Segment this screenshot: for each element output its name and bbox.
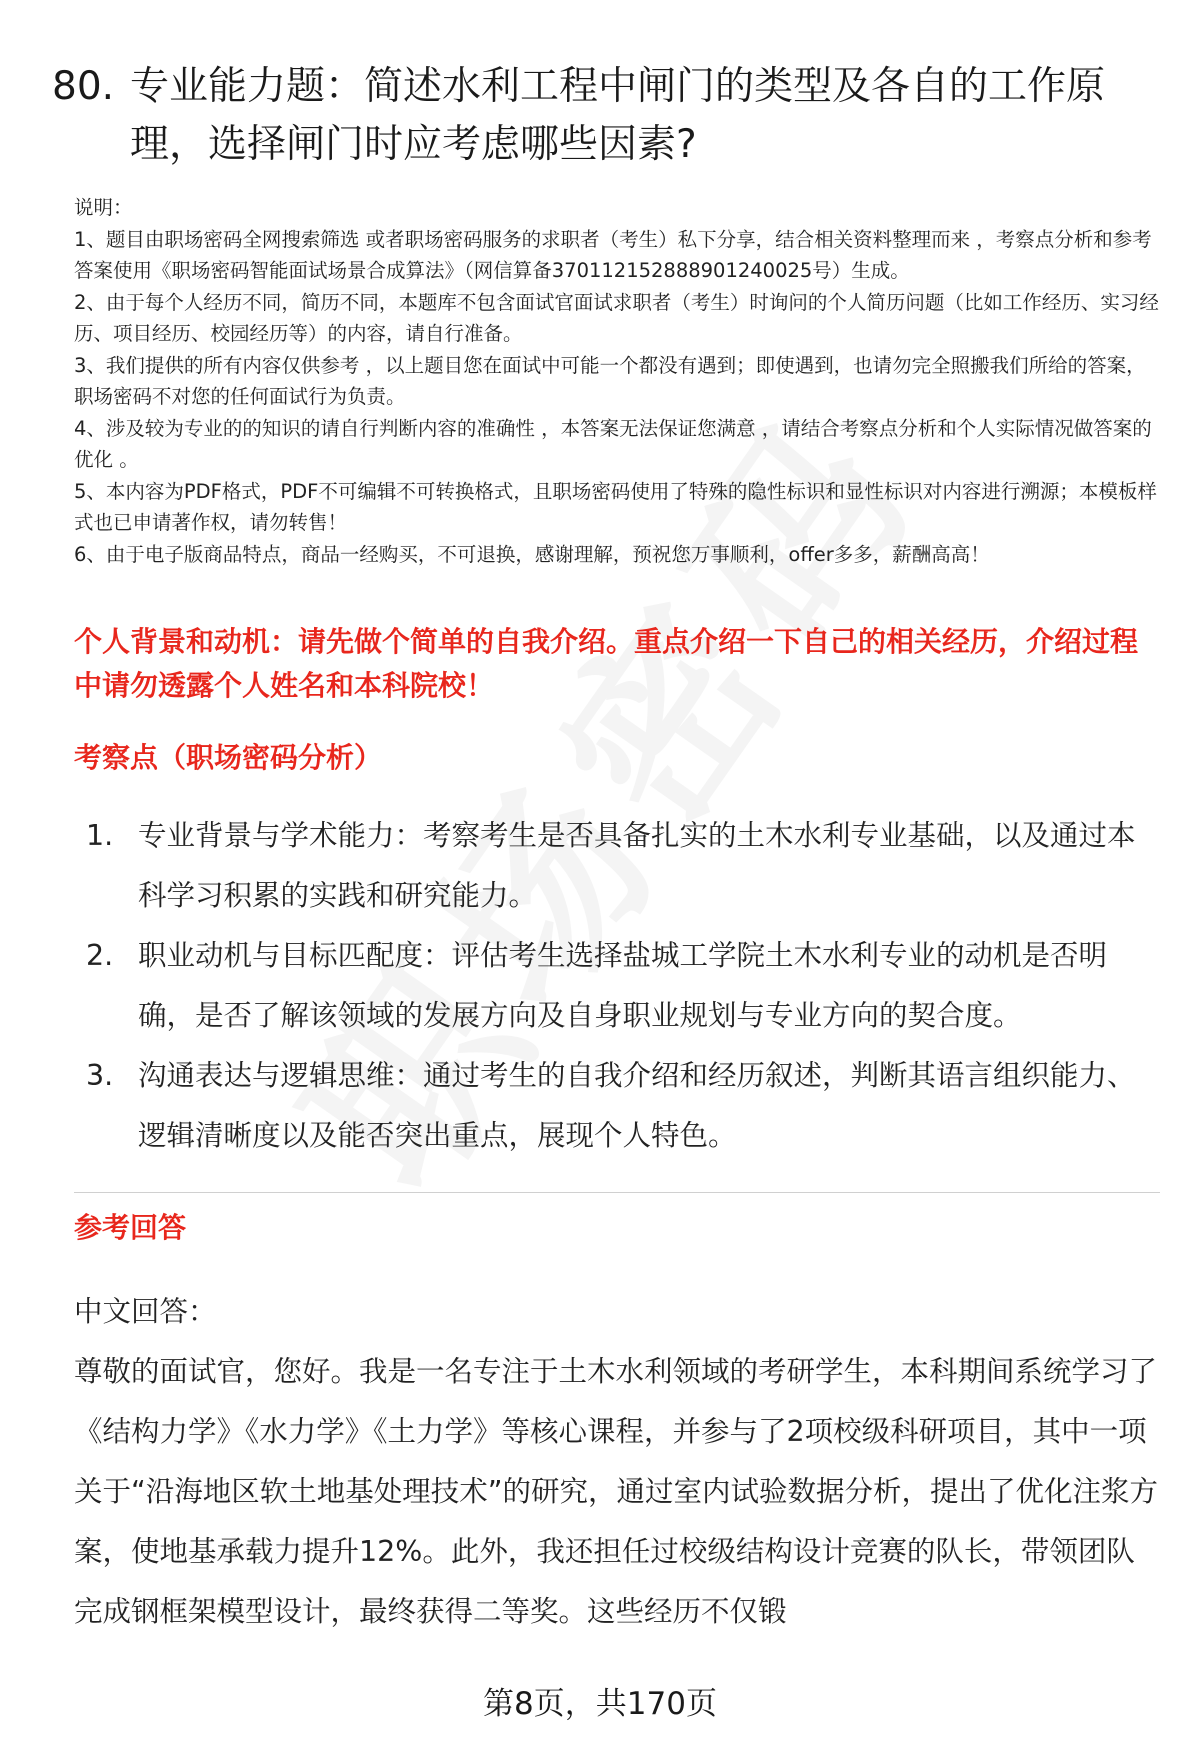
- analysis-points: [74, 806, 1160, 1166]
- note-item: 2、由于每个人经历不同，简历不同，本题库不包含面试官面试求职者（考生）时询问的个人简历问题（比如工作经历、实习经历、项目经历、校园经历等）的内容，请自行准备。: [74, 290, 1159, 345]
- interview-question: 个人背景和动机：请先做个简单的自我介绍。重点介绍一下自己的相关经历，介绍过程中请勿透露个人姓名和本科院校！: [74, 625, 1139, 702]
- point-number: 2.: [86, 939, 114, 972]
- point-number: 3.: [86, 1059, 114, 1092]
- answer-block: [74, 1282, 1160, 1642]
- answer-body: 尊敬的面试官，您好。我是一名专注于土木水利领域的考研学生，本科期间系统学习了《结构力学》《水力学》《土力学》等核心课程，并参与了2项校级科研项目，其中一项关于“沿海地区软土地基处理技术”的研究，通过室内试验数据分析，提出了优化注浆方案，使地基承载力提升12%。此外，我还担任过校级结构设计竞赛的队长，带领团队完成钢框架模型设计，最终获得二等奖。这些经历不仅锻: [74, 1355, 1159, 1628]
- note-item: 4、涉及较为专业的的知识的请自行判断内容的准确性 ，本答案无法保证您满意 ，请结合考察点分析和个人实际情况做答案的优化 。: [74, 416, 1152, 471]
- question-text: 专业能力题：简述水利工程中闸门的类型及各自的工作原理，选择闸门时应考虑哪些因素?: [130, 64, 1106, 167]
- point-text: 职业动机与目标匹配度：评估考生选择盐城工学院土木水利专业的动机是否明确，是否了解该领域的发展方向及自身职业规划与专业方向的契合度。: [138, 939, 1108, 1032]
- analysis-point: [74, 1046, 1160, 1166]
- point-text: 沟通表达与逻辑思维：通过考生的自我介绍和经历叙述，判断其语言组织能力、逻辑清晰度以及能否突出重点，展现个人特色。: [138, 1059, 1136, 1152]
- notes-block: [74, 192, 1160, 570]
- answer-heading: 参考回答: [74, 1211, 187, 1244]
- note-item: 3、我们提供的所有内容仅供参考 ，以上题目您在面试中可能一个都没有遇到；即使遇到，也请勿完全照搬我们所给的答案，职场密码不对您的任何面试行为负责。: [74, 353, 1146, 408]
- point-number: 1.: [86, 819, 114, 852]
- analysis-point: [74, 806, 1160, 926]
- answer-label: 中文回答：: [74, 1295, 217, 1328]
- note-item: 5、本内容为PDF格式，PDF不可编辑不可转换格式，且职场密码使用了特殊的隐性标识和显性标识对内容进行溯源；本模板样式也已申请著作权，请勿转售！: [74, 479, 1157, 534]
- page-footer: 第8页，共170页: [483, 1686, 717, 1722]
- note-item: 1、题目由职场密码全网搜索筛选 或者职场密码服务的求职者（考生）私下分享，结合相关资料整理而来 ，考察点分析和参考答案使用《职场密码智能面试场景合成算法》（网信算备370112152888901240025号）生成。: [74, 227, 1152, 282]
- section-divider: [74, 1192, 1160, 1193]
- question-number: 80.: [52, 64, 115, 109]
- point-text: 专业背景与学术能力：考察考生是否具备扎实的土木水利专业基础，以及通过本科学习积累的实践和研究能力。: [138, 819, 1136, 912]
- notes-heading: 说明：: [74, 196, 133, 219]
- analysis-heading: 考察点（职场密码分析）: [74, 741, 383, 774]
- analysis-point: [74, 926, 1160, 1046]
- question-title: [52, 58, 1162, 174]
- note-item: 6、由于电子版商品特点，商品一经购买，不可退换，感谢理解，预祝您万事顺利，offer多多，薪酬高高！: [74, 542, 990, 566]
